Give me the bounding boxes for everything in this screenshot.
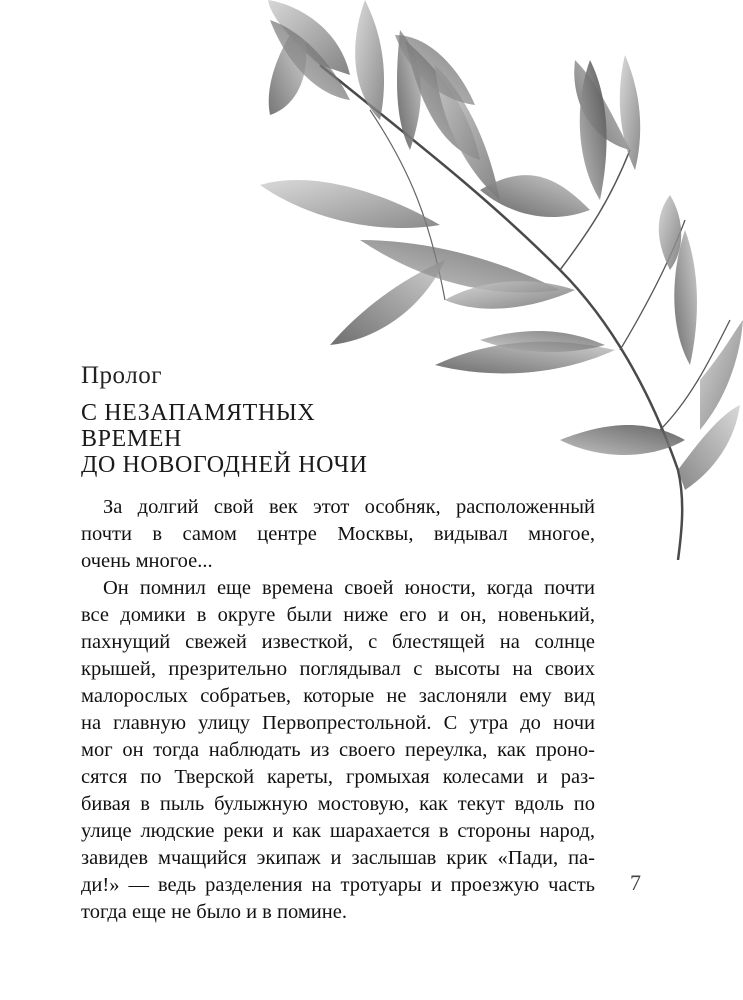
text-line: почти в самом центре Москвы, видывал многое, xyxy=(81,523,595,545)
text-line: крышей, презрительно поглядывал с высоты на своих xyxy=(81,658,595,680)
text-line: очень многое... xyxy=(81,550,213,572)
text-line: За долгий свой век этот особняк, расположенный xyxy=(103,496,595,518)
chapter-title xyxy=(81,400,368,478)
text-line: Он помнил еще времена своей юности, когда почти xyxy=(103,577,595,599)
text-line: все домики в округе были ниже его и он, новенький, xyxy=(81,604,595,626)
chapter-title-line: ВРЕМЕН xyxy=(81,426,182,452)
leaf-4 xyxy=(355,0,384,120)
chapter-title-line: ДО НОВОГОДНЕЙ НОЧИ xyxy=(81,452,368,478)
page-number: 7 xyxy=(630,870,641,895)
text-line: бивая в пыль булыжную мостовую, как текут вдоль по xyxy=(81,793,595,815)
text-line: сятся по Тверской кареты, громыхая колесами и раз- xyxy=(81,766,595,788)
text-line: мог он тогда наблюдать из своего переулка, как проно- xyxy=(81,739,595,761)
text-line: тогда еще не было и в помине. xyxy=(81,901,347,923)
text-line: на главную улицу Первопрестольной. С утра до ночи xyxy=(81,712,595,734)
text-line: ди!» — ведь разделения на тротуары и проезжую часть xyxy=(81,874,595,896)
text-line: пахнущий свежей известкой, с блестящей на солнце xyxy=(81,631,595,653)
body-text xyxy=(81,494,595,926)
text-line: завидев мчащийся экипаж и заслышав крик «Пади, па- xyxy=(81,847,595,869)
text-line: улице людские реки и как шарахается в стороны народ, xyxy=(81,820,595,842)
text-line: малорослых собратьев, которые не заслоняли ему вид xyxy=(81,685,595,707)
leaf-21 xyxy=(560,425,685,455)
section-label: Пролог xyxy=(81,362,162,389)
chapter-title-line: С НЕЗАПАМЯТНЫХ xyxy=(81,400,316,426)
leaf-16 xyxy=(620,55,640,170)
